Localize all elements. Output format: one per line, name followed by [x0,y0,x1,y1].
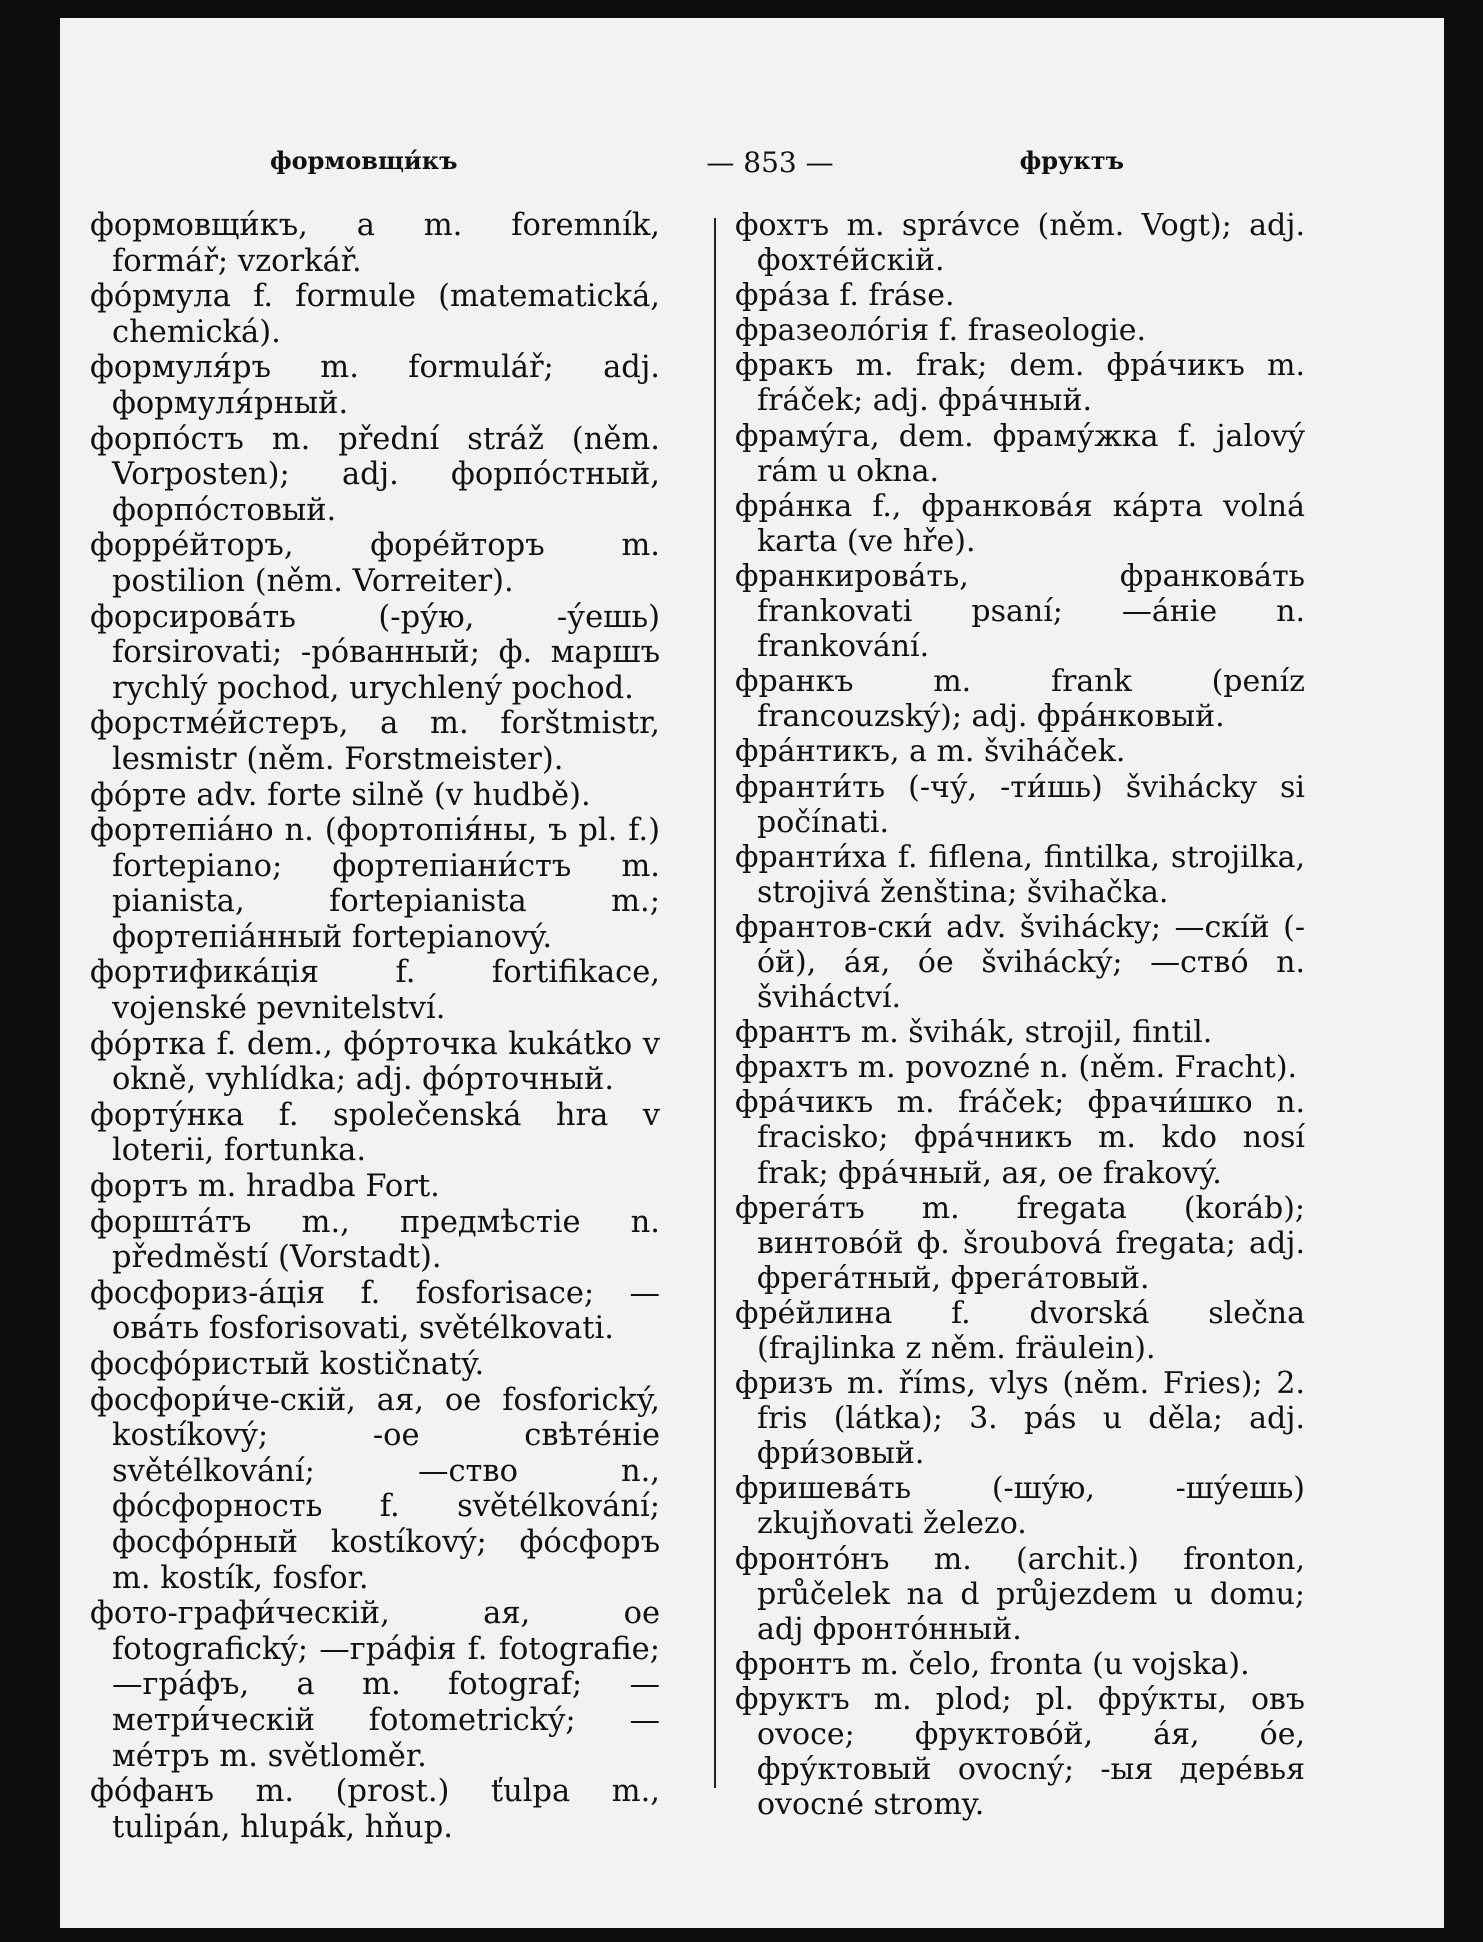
right-column [735,208,1305,1822]
dictionary-entry: формовщи́къ, а m. foremník, formář; vzorkář. [90,208,660,279]
dictionary-entry: фришева́ть (-шу́ю, -шу́ешь) zkujňovati železo. [735,1471,1305,1542]
dictionary-entry: фруктъ m. plod; pl. фру́кты, овъ ovoce; фруктово́й, а́я, о́е, фру́ктовый ovocný; -ыя дере́вья ovocné stromy. [735,1681,1305,1823]
dictionary-page [60,18,1444,1928]
dictionary-entry: фо́фанъ m. (prost.) ťulpa m., tulipán, hlupák, hňup. [90,1774,660,1845]
dictionary-entry: франтъ m. švihák, strojil, fintil. [735,1015,1213,1051]
page-number: — 853 — [706,146,834,179]
dictionary-entry: фосфо́ристый kostičnatý. [90,1347,485,1382]
dictionary-entry: фо́рте adv. forte silně (v hudbě). [90,777,591,813]
dictionary-entry: фронтъ m. čelo, fronta (u vojska). [735,1646,1250,1682]
dictionary-entry: форшта́тъ m., предмѣстіе n. předměstí (Vorstadt). [90,1204,660,1276]
dictionary-entry: фортифика́ція f. fortifikace, vojenské pevnitelství. [90,955,660,1027]
dictionary-entry: фосфори́че-скій, ая, ое fosforický, kostíkový; -ое свѣте́ніе světélkování; —ство n., фо́сфорность f. světélkování; фосфо́рный kostíkový; фо́сфоръ m. kostík, fosfor. [90,1382,660,1596]
dictionary-entry: форстме́йстеръ, а m. forštmistr, lesmistr (něm. Forstmeister). [90,706,660,777]
dictionary-entry: фо́ртка f. dem., фо́рточка kukátko v okně, vyhlídka; adj. фо́рточный. [90,1026,660,1098]
dictionary-entry: фраму́га, dem. фраму́жка f. jalový rám u okna. [735,418,1305,489]
dictionary-entry: франтов-ски́ adv. švihácky; —скі́й (-о́й), а́я, о́е švihácký; —ство́ n. šviháctví. [735,909,1305,1016]
dictionary-entry: фра́за f. fráse. [735,278,955,314]
dictionary-entry: фре́йлина f. dvorská slečna (frajlinka z něm. fräulein). [735,1295,1305,1366]
dictionary-entry: фра́нтикъ, а m. šviháček. [735,734,1126,770]
dictionary-entry: фракъ m. frak; dem. фра́чикъ m. fráček; adj. фра́чный. [735,348,1305,419]
dictionary-entry: фра́чикъ m. fráček; фрачи́шко n. fracisko; фра́чникъ m. kdo nosí frak; фра́чный, ая, ое frakový. [735,1085,1305,1191]
dictionary-entry: форре́йторъ, форе́йторъ m. postilion (něm. Vorreiter). [90,528,660,599]
dictionary-entry: франти́ха f. fiflena, fintilka, strojilka, strojivá ženština; švihačka. [735,839,1305,910]
dictionary-entry: фрега́тъ m. fregata (koráb); винтово́й ф. šroubová fregata; adj. фрега́тный, фрега́товый. [735,1190,1305,1296]
header-right-guideword: фруктъ [1019,146,1124,175]
page-header [60,146,1444,186]
dictionary-entry: формуля́ръ m. formulář; adj. формуля́рный. [90,350,660,421]
dictionary-entry: фохтъ m. správce (něm. Vogt); adj. фохте́йскій. [735,208,1305,279]
dictionary-entry: фризъ m. říms, vlys (něm. Fries); 2. fris (látka); 3. pás u děla; adj. фри́зовый. [735,1366,1305,1472]
dictionary-entry: фрахтъ m. povozné n. (něm. Fracht). [735,1050,1298,1086]
dictionary-entry: фото-графи́ческій, ая, ое fotografický; —гра́фія f. fotografie; —гра́фъ, а m. fotograf; —метри́ческій fotometrický; —ме́тръ m. světloměr. [90,1596,660,1774]
dictionary-entry: франкъ m. frank (peníz francouzský); adj. фра́нковый. [735,664,1305,735]
dictionary-entry: форсирова́ть (-ру́ю, -у́ешь) forsirovati; -ро́ванный; ф. маршъ rychlý pochod, urychlený pochod. [90,599,660,706]
dictionary-entry: фо́рмула f. formule (matematická, chemická). [90,279,660,350]
dictionary-entry: фортепіа́но n. (фортопія́ны, ъ pl. f.) fortepiano; фортепіани́стъ m. pianista, fortepianista m.; фортепіа́нный fortepianový. [90,813,660,955]
dictionary-entry: фра́нка f., франкова́я ка́рта volná karta (ve hře). [735,488,1305,559]
left-column [90,208,660,1845]
dictionary-entry: фронто́нъ m. (archit.) fronton, průčelek na d průjezdem u domu; adj фронто́нный. [735,1541,1305,1647]
dictionary-entry: фразеоло́гія f. fraseologie. [735,313,1147,349]
column-divider [714,218,716,1788]
dictionary-entry: форпо́стъ m. přední stráž (něm. Vorposten); adj. форпо́стный, форпо́стовый. [90,421,660,528]
header-left-guideword: формовщи́къ [270,146,458,175]
dictionary-entry: фосфориз-а́ція f. fosforisace; —ова́ть fosforisovati, světélkovati. [90,1275,660,1347]
dictionary-entry: фортъ m. hradba Fort. [90,1169,440,1205]
dictionary-entry: франти́ть (-чу́, -ти́шь) švihácky si počínati. [735,769,1305,840]
dictionary-entry: франкирова́ть, франкова́ть frankovati psaní; —а́ніе n. frankování. [735,558,1305,665]
dictionary-entry: форту́нка f. společenská hra v loterii, fortunka. [90,1097,660,1169]
